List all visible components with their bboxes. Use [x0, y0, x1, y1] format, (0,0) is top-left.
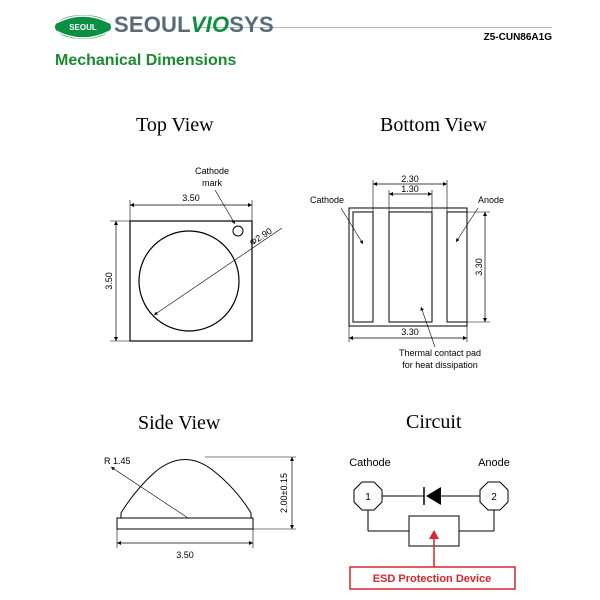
top-height-dim: 3.50 [104, 272, 114, 290]
esd-label: ESD Protection Device [372, 573, 492, 585]
top-view-package [130, 221, 252, 341]
circuit-anode-label: Anode [478, 457, 510, 469]
thermal-pad-note-line2: for heat dissipation [402, 360, 478, 370]
cathode-pad [353, 212, 373, 322]
cathode-mark-label-line2: mark [202, 178, 222, 188]
thermal-pad-note-line1: Thermal contact pad [398, 348, 482, 358]
side-width-dim: 3.50 [176, 550, 194, 560]
side-radius-dim: R 1.45 [104, 456, 131, 466]
circuit [349, 457, 515, 589]
logo-badge-text: SEOUL [69, 23, 97, 32]
section-title: Mechanical Dimensions [55, 52, 237, 69]
side-view-substrate [117, 518, 253, 529]
circuit-cathode-label: Cathode [349, 457, 391, 469]
top-view-dome [139, 231, 239, 331]
side-view [104, 456, 296, 560]
side-view-title: Side View [138, 412, 221, 434]
side-view-dome [121, 460, 251, 519]
outer-width-dim: 2.30 [401, 174, 419, 184]
brand-part3: SYS [229, 12, 274, 37]
top-view-title: Top View [136, 114, 214, 136]
brand-part2: VIO [190, 12, 230, 37]
bottom-view-package [349, 208, 467, 326]
bottom-anode-label: Anode [477, 195, 505, 205]
circuit-title: Circuit [406, 411, 462, 433]
pin2-label: 2 [491, 492, 497, 503]
top-view [104, 166, 282, 341]
cathode-mark-label-line1: Cathode [194, 166, 230, 176]
pin1-label: 1 [365, 492, 371, 503]
diode-icon [424, 487, 441, 505]
brand-part1: SEOUL [114, 12, 191, 37]
bottom-height-dim: 3.30 [474, 258, 484, 276]
cathode-mark-icon [233, 226, 243, 236]
bottom-view [310, 174, 504, 370]
anode-pad [447, 212, 467, 322]
side-height-dim: 2.00±0.15 [279, 473, 289, 513]
dome-diameter-dim: Φ2.90 [247, 225, 274, 248]
part-number: Z5-CUN86A1G [483, 32, 552, 43]
pad-width-dim: 1.30 [401, 184, 419, 194]
bottom-cathode-label: Cathode [309, 195, 345, 205]
bottom-view-title: Bottom View [380, 114, 487, 136]
thermal-pad [389, 212, 432, 322]
bottom-width-dim: 3.30 [401, 327, 419, 337]
top-width-dim: 3.50 [182, 193, 200, 203]
